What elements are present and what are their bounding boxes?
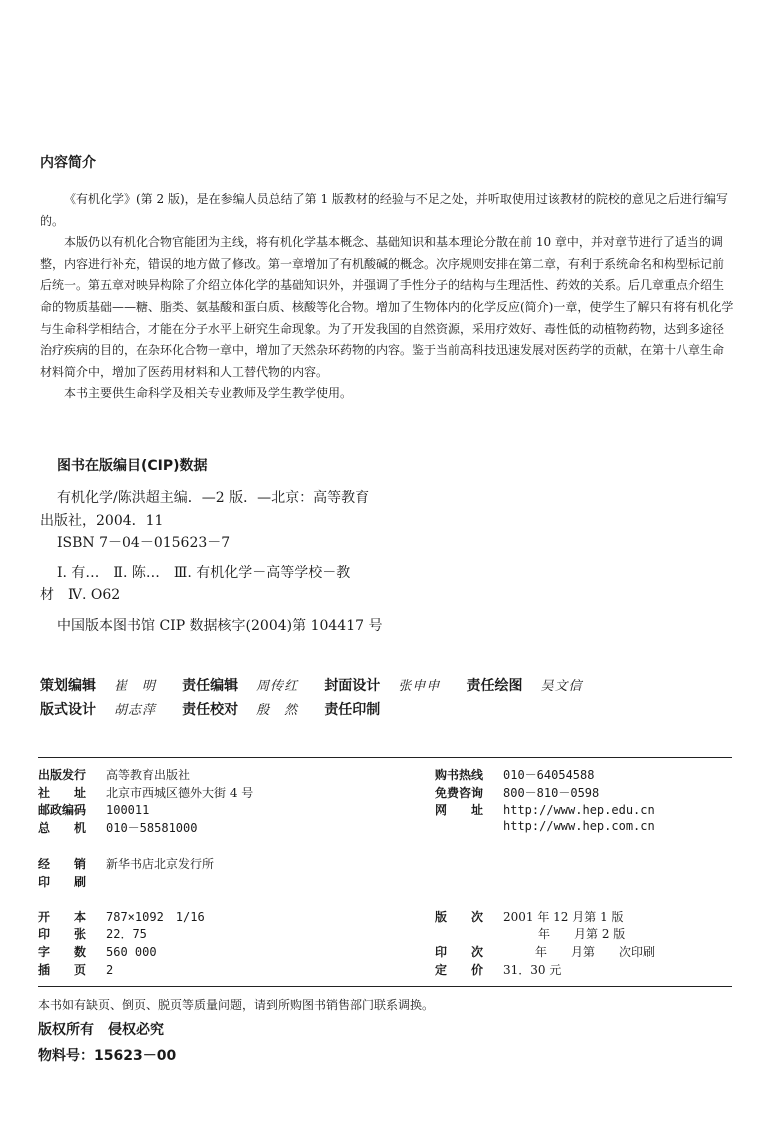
- credit-role: 责任校对: [182, 702, 239, 718]
- pub-label: 网 址: [435, 803, 484, 817]
- pub-value: 年 月第 次印刷: [535, 945, 656, 959]
- pub-label: 经 销: [38, 857, 87, 871]
- pub-row: [435, 801, 655, 818]
- cip-heading: 图书在版编目(CIP)数据: [57, 458, 208, 474]
- cip-isbn: ISBN 7－04－015623－7: [57, 535, 231, 551]
- pub-value: 新华书店北京发行所: [106, 857, 215, 871]
- pub-row: [38, 819, 197, 836]
- intro-paragraph: 《有机化学》(第 2 版)，是在参编人员总结了第 1 版教材的经验与不足之处，并听取使用过该教材的院校的意见之后进行编写的。: [40, 192, 728, 228]
- pub-value: 100011: [106, 803, 150, 817]
- pub-row: [38, 766, 190, 783]
- pub-value: 31．30 元: [503, 963, 562, 977]
- cip-line: Ⅰ. 有… Ⅱ. 陈… Ⅲ. 有机化学－高等学校－教: [57, 565, 351, 581]
- pub-value: 北京市西城区德外大街 4 号: [106, 786, 254, 800]
- cip-line: 材 Ⅳ. O62: [40, 587, 121, 603]
- pub-label: 购书热线: [435, 768, 484, 782]
- pub-label: 印 张: [38, 927, 87, 941]
- pub-value: 2001 年 12 月第 1 版: [503, 910, 624, 924]
- pub-label: 字 数: [38, 945, 87, 959]
- pub-row: [435, 766, 594, 783]
- website-link[interactable]: [503, 819, 655, 833]
- material-number: 物料号：15623－00: [38, 1048, 177, 1064]
- intro-body: [40, 189, 734, 405]
- pub-value: 560 000: [106, 945, 157, 959]
- pub-row: [38, 908, 205, 925]
- divider-top: [38, 757, 732, 758]
- credit-name: 张申申: [398, 679, 441, 694]
- pub-label: 印 刷: [38, 875, 87, 889]
- pub-value: 787×1092 1/16: [106, 910, 205, 924]
- cip-number: 中国版本图书馆 CIP 数据核字(2004)第 104417 号: [57, 618, 383, 634]
- pub-label: 开 本: [38, 910, 87, 924]
- pub-row: [38, 873, 106, 890]
- pub-row: [435, 943, 655, 960]
- pub-row: [435, 784, 599, 801]
- divider-bottom: [38, 986, 732, 987]
- pub-value: 800－810－0598: [503, 786, 600, 800]
- cip-line: 有机化学/陈洪超主编．—2 版．—北京：高等教育: [57, 490, 370, 506]
- pub-label: 印 次: [435, 945, 484, 959]
- credit-role: 封面设计: [324, 678, 381, 694]
- pub-row: [435, 908, 624, 925]
- pub-label: 总 机: [38, 821, 87, 835]
- pub-value: 高等教育出版社: [106, 768, 191, 782]
- pub-label: 定 价: [435, 963, 484, 977]
- pub-row: [38, 925, 147, 942]
- intro-paragraph: 本书主要供生命科学及相关专业教师及学生教学使用。: [64, 386, 353, 401]
- cip-line: 出版社，2004．11: [40, 513, 164, 529]
- credit-name: 胡志萍: [114, 703, 157, 718]
- credit-role: 责任绘图: [466, 678, 523, 694]
- credit-name: 崔 明: [114, 679, 157, 694]
- pub-value: http://www.hep.com.cn: [503, 819, 655, 833]
- credits-row: [40, 699, 420, 719]
- credit-name: 周传红: [256, 679, 299, 694]
- pub-label: 出版发行: [38, 768, 87, 782]
- pub-label: 插 页: [38, 963, 87, 977]
- pub-value: 010－58581000: [106, 821, 198, 835]
- pub-row: [38, 961, 113, 978]
- credit-role: 策划编辑: [40, 678, 96, 694]
- pub-row: [38, 784, 253, 801]
- credit-role: 责任印制: [324, 702, 381, 718]
- intro-heading: 内容简介: [40, 155, 96, 171]
- pub-row: [435, 961, 561, 978]
- credit-name: 吴文信: [540, 679, 583, 694]
- pub-row: [38, 943, 157, 960]
- pub-value: 年 月第 2 版: [538, 927, 626, 941]
- pub-label: 社 址: [38, 786, 87, 800]
- website-link[interactable]: http://www.hep.edu.cn: [503, 803, 655, 817]
- pub-value: 22．75: [106, 927, 147, 941]
- pub-label: 免费咨询: [435, 786, 484, 800]
- credit-role: 版式设计: [40, 702, 96, 718]
- credits-row: [40, 675, 604, 695]
- pub-value: 2: [106, 963, 114, 977]
- intro-paragraph: 本版仍以有机化合物官能团为主线，将有机化学基本概念、基础知识和基本理论分散在前 10 章中，并对章节进行了适当的调整，内容进行补充，错误的地方做了修改。第一章增加了有机酸碱的概念。次序规则安排在第二章，有利于系统命名和构型标记前后统一。第五章对映异构除了介绍立体化学的基础知识外，并强调了手性分子的结构与生理活性、药效的关系。后几章重点介绍生命的物质基础——糖、脂类、氨基酸和蛋白质、核酸等化合物。增加了生物体内的化学反应(简介)一章，使学生了解只有将有机化学与生命科学相结合，才能在分子水平上研究生命现象。为了开发我国的自然资源，采用疗效好、毒性低的动植物药物，达到多途径治疗疾病的目的，在杂环化合物一章中，增加了天然杂环药物的内容。鉴于当前高科技迅速发展对医药学的贡献，在第十八章生命材料简介中，增加了医药用材料和人工替代物的内容。: [40, 235, 734, 379]
- copyright-notice: 版权所有 侵权必究: [38, 1022, 164, 1038]
- pub-row: [38, 801, 149, 818]
- credit-name: 殷 然: [256, 703, 299, 718]
- quality-notice: 本书如有缺页、倒页、脱页等质量问题，请到所购图书销售部门联系调换。: [38, 998, 435, 1012]
- pub-label: 版 次: [435, 910, 484, 924]
- pub-row: [38, 855, 214, 872]
- pub-value: 010－64054588: [503, 768, 595, 782]
- pub-label: 邮政编码: [38, 803, 87, 817]
- credit-role: 责任编辑: [182, 678, 239, 694]
